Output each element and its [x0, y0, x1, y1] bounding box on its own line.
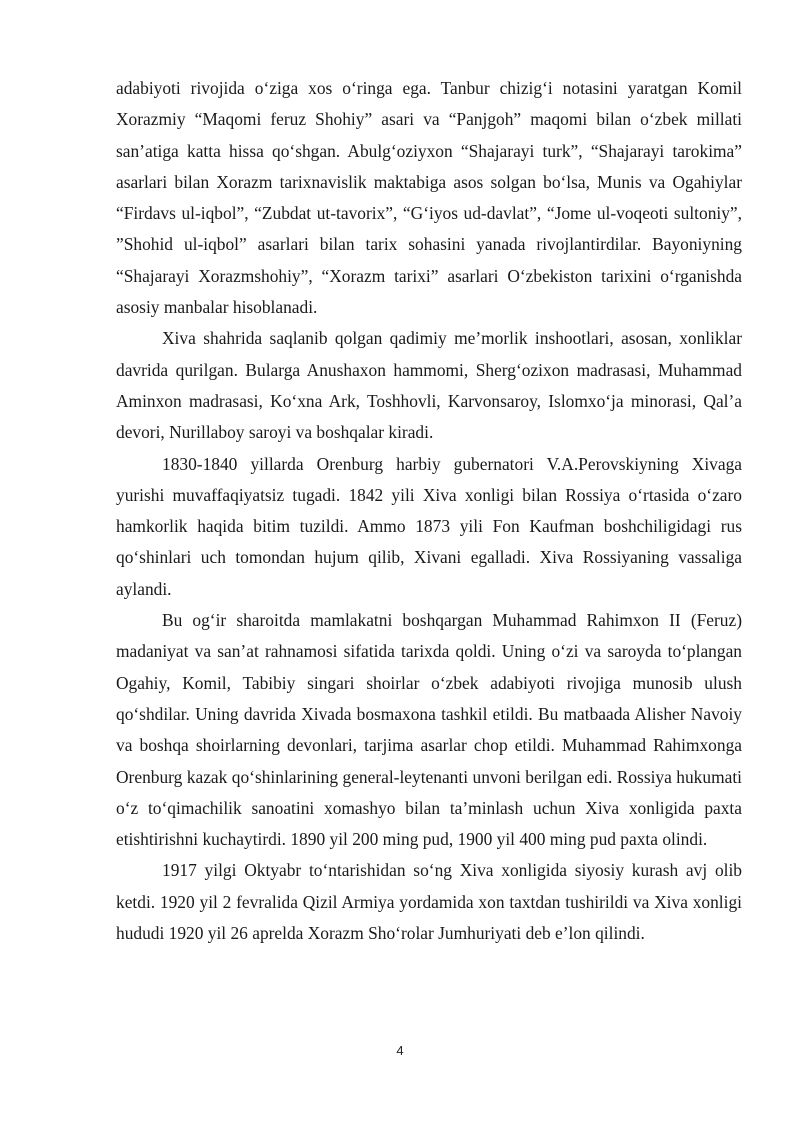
page-number: 4	[396, 1043, 404, 1058]
paragraph-muhammad-rahimxon: Bu og‘ir sharoitda mamlakatni boshqargan Muhammad Rahimxon II (Feruz) madaniyat va san’at rahnamosi sifatida tarixda qoldi. Uning o‘zi va saroyda to‘plangan Ogahiy, Komil, Tabibiy singari shoirlar o‘zbek adabiyoti rivojiga munosib ulush qo‘shdilar. Uning davrida Xivada bosmaxona tashkil etildi. Bu matbaada Alisher Navoiy va boshqa shoirlarning devonlari, tarjima asarlar chop etildi. Muhammad Rahimxonga Orenburg kazak qo‘shinlarining general-leytenanti unvoni berilgan edi. Rossiya hukumati o‘z to‘qimachilik sanoatini xomashyo bilan ta’minlash uchun Xiva xonligida paxta etishtirishni kuchaytirdi. 1890 yil 200 ming pud, 1900 yil 400 ming pud paxta olindi.	[116, 610, 742, 850]
paragraph-architecture: Xiva shahrida saqlanib qolgan qadimiy me’morlik inshootlari, asosan, xonliklar davrida qurilgan. Bularga Anushaxon hammomi, Sherg‘ozixon madrasasi, Muhammad Aminxon madrasasi, Ko‘xna Ark, Toshhovli, Karvonsaroy, Islomxo‘ja minorasi, Qal’a devori, Nurillaboy saroyi va boshqalar kiradi.	[116, 328, 742, 443]
paragraph-continuation: adabiyoti rivojida o‘ziga xos o‘ringa ega. Tanbur chizig‘i notasini yaratgan Komil Xorazmiy “Maqomi feruz Shohiy” asari va “Panjgoh” maqomi bilan o‘zbek millati san’atiga katta hissa qo‘shgan. Abulg‘oziyxon “Shajarayi turk”, “Shajarayi tarokima” asarlari bilan Xorazm tarixnavislik maktabiga asos solgan bo‘lsa, Munis va Ogahiylar “Firdavs ul-iqbol”, “Zubdat ut-tavorix”, “G‘iyos ud-davlat”, “Jome ul-voqeoti sultoniy”, ”Shohid ul-iqbol” asarlari bilan tarix sohasini yanada rivojlantirdilar. Bayoniyning “Shajarayi Xorazmshohiy”, “Xorazm tarixi” asarlari O‘zbekiston tarixini o‘rganishda asosiy manbalar hisoblanadi.	[116, 78, 742, 318]
paragraph-russian-conquest: 1830-1840 yillarda Orenburg harbiy gubernatori V.A.Perovskiyning Xivaga yurishi muvaffaqiyatsiz tugadi. 1842 yili Xiva xonligi bilan Rossiya o‘rtasida o‘zaro hamkorlik haqida bitim tuzildi. Ammo 1873 yili Fon Kaufman boshchiligidagi rus qo‘shinlari uch tomondan hujum qilib, Xivani egalladi. Xiva Rossiyaning vassaliga aylandi.	[116, 453, 742, 599]
paragraph-1917-revolution: 1917 yilgi Oktyabr to‘ntarishidan so‘ng Xiva xonligida siyosiy kurash avj olib ketdi. 1920 yil 2 fevralida Qizil Armiya yordamida xon taxtdan tushirildi va Xiva xonligi hududi 1920 yil 26 aprelda Xorazm Sho‘rolar Jumhuriyati deb e’lon qilindi.	[116, 860, 742, 944]
document-body	[116, 73, 742, 949]
